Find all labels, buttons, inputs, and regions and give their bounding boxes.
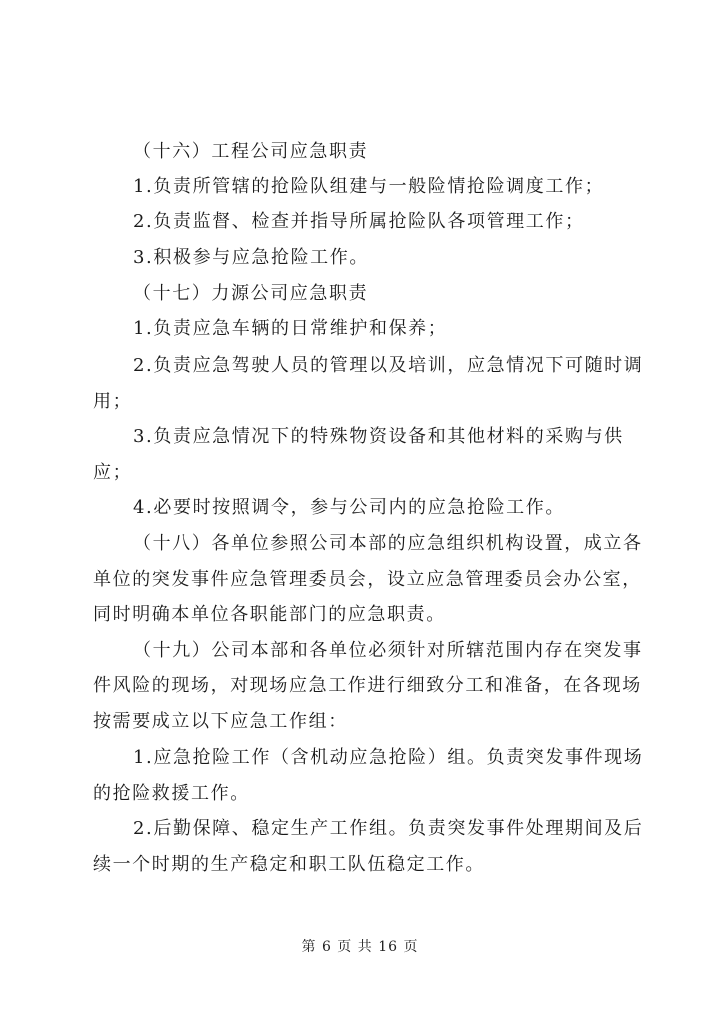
paragraph-line: 4.必要时按照调令，参与公司内的应急抢险工作。 (133, 497, 565, 518)
section-heading-17: （十七）力源公司应急职责 (133, 283, 369, 304)
paragraph-line: 1.负责应急车辆的日常维护和保养； (133, 318, 448, 339)
paragraph-line: 同时明确本单位各职能部门的应急职责。 (93, 604, 446, 625)
section-heading-18: （十八）各单位参照公司本部的应急组织机构设置，成立各 (133, 533, 643, 554)
paragraph-line: 1.负责所管辖的抢险队组建与一般险情抢险调度工作； (133, 176, 605, 197)
paragraph-line: 按需要成立以下应急工作组： (93, 711, 348, 732)
paragraph-line: 应； (93, 462, 133, 483)
page-number-footer: 第 6 页 共 16 页 (301, 939, 419, 955)
paragraph-line: 续一个时期的生产稳定和职工队伍稳定工作。 (93, 854, 485, 875)
section-heading-19: （十九）公司本部和各单位必须针对所辖范围内存在突发事 (133, 640, 643, 661)
paragraph-line: 1.应急抢险工作（含机动应急抢险）组。负责突发事件现场 (133, 747, 644, 768)
section-heading-16: （十六）工程公司应急职责 (133, 141, 369, 162)
paragraph-line: 单位的突发事件应急管理委员会，设立应急管理委员会办公室， (93, 569, 642, 590)
paragraph-line: 3.积极参与应急抢险工作。 (133, 247, 369, 268)
paragraph-line: 用； (93, 391, 133, 412)
paragraph-line: 2.负责监督、检查并指导所属抢险队各项管理工作； (133, 211, 585, 232)
paragraph-line: 2.后勤保障、稳定生产工作组。负责突发事件处理期间及后 (133, 818, 644, 839)
paragraph-line: 的抢险救援工作。 (93, 783, 250, 804)
paragraph-line: 3.负责应急情况下的特殊物资设备和其他材料的采购与供 (133, 426, 624, 447)
paragraph-line: 件风险的现场，对现场应急工作进行细致分工和准备，在各现场 (93, 675, 642, 696)
paragraph-line: 2.负责应急驾驶人员的管理以及培训，应急情况下可随时调 (133, 355, 644, 376)
